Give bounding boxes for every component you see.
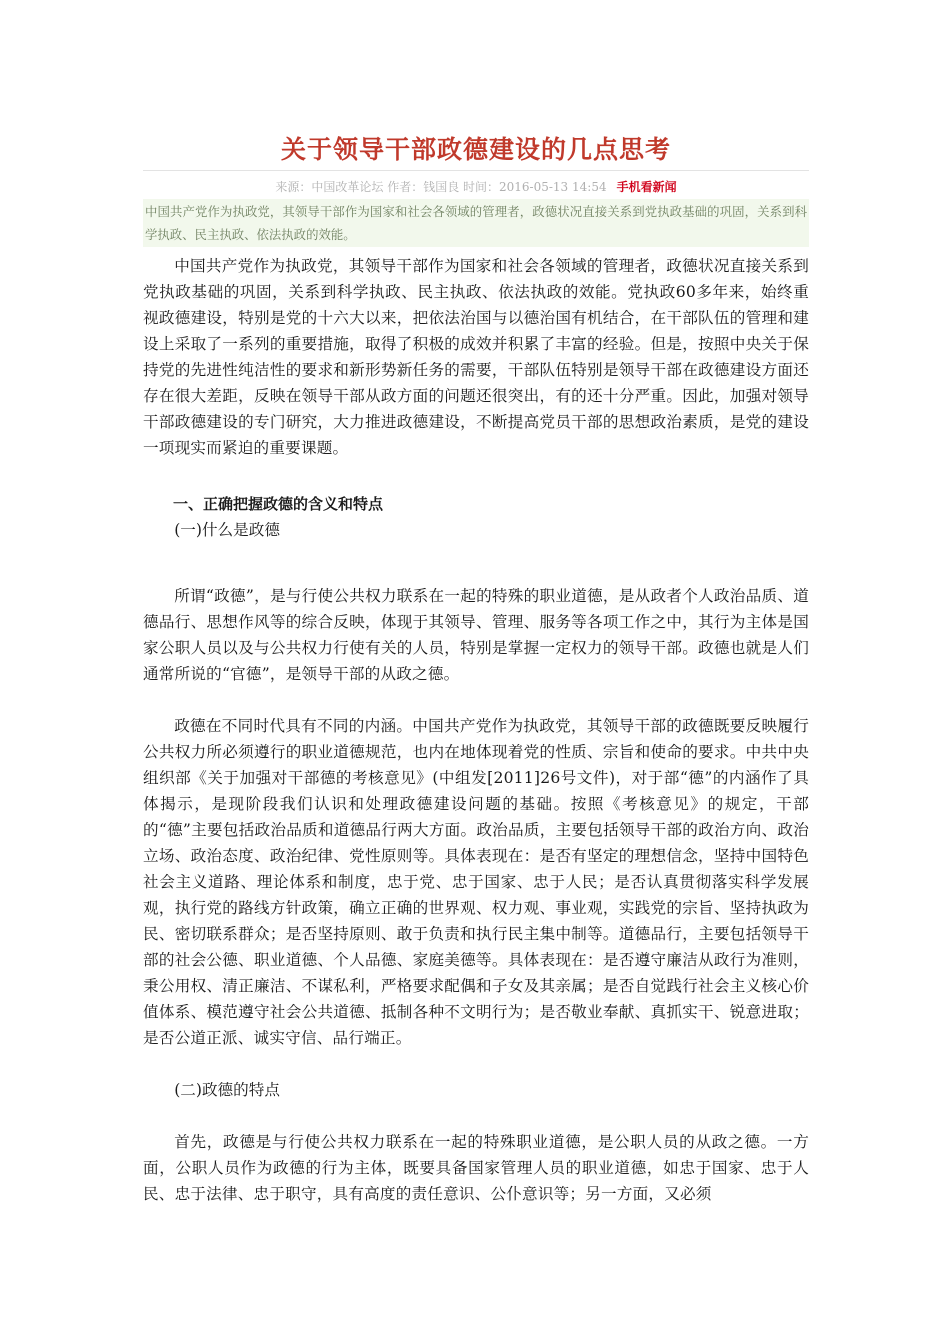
intro-paragraph: 中国共产党作为执政党，其领导干部作为国家和社会各领域的管理者，政德状况直接关系到党执政基础的巩固，关系到科学执政、民主执政、依法执政的效能。党执政60多年来，始终重视政德建设，特别是党的十六大以来，把依法治国与以德治国有机结合，在干部队伍的管理和建设上采取了一系列的重要措施，取得了积极的成效并积累了丰富的经验。但是，按照中央关于保持党的先进性纯洁性的要求和新形势新任务的需要，干部队伍特别是领导干部在政德建设方面还存在很大差距，反映在领导干部从政方面的问题还很突出，有的还十分严重。因此，加强对领导干部政德建设的专门研究，大力推进政德建设，不断提高党员干部的思想政治素质，是党的建设一项现实而紧迫的重要课题。 xyxy=(143,257,809,457)
mobile-news-link[interactable]: 手机看新闻 xyxy=(616,180,677,194)
body-paragraph: 首先，政德是与行使公共权力联系在一起的特殊职业道德，是公职人员的从政之德。一方面，公职人员作为政德的行为主体，既要具备国家管理人员的职业道德，如忠于国家、忠于人民、忠于法律、忠于职守，具有高度的责任意识、公仆意识等；另一方面，又必须 xyxy=(143,1133,809,1203)
spacer xyxy=(143,569,809,583)
article-title: 关于领导干部政德建设的几点思考 xyxy=(280,135,671,164)
subsection-heading: (二)政德的特点 xyxy=(174,1081,280,1099)
article-summary: 中国共产党作为执政党，其领导干部作为国家和社会各领域的管理者，政德状况直接关系到党执政基础的巩固，关系到科学执政、民主执政、依法执政的效能。 xyxy=(143,199,809,247)
body-paragraph: 政德在不同时代具有不同的内涵。中国共产党作为执政党，其领导干部的政德既要反映履行公共权力所必须遵行的职业道德规范，也内在地体现着党的性质、宗旨和使命的要求。中共中央组织部《关于加强对干部德的考核意见》(中组发[2011]26号文件)，对于部“德”的内涵作了具体揭示，是现阶段我们认识和处理政德建设问题的基础。按照《考核意见》的规定，干部的“德”主要包括政治品质和道德品行两大方面。政治品质，主要包括领导干部的政治方向、政治立场、政治态度、政治纪律、党性原则等。具体表现在：是否有坚定的理想信念，坚持中国特色社会主义道路、理论体系和制度，忠于党、忠于国家、忠于人民；是否认真贯彻落实科学发展观，执行党的路线方针政策，确立正确的世界观、权力观、事业观，实践党的宗旨、坚持执政为民、密切联系群众；是否坚持原则、敢于负责和执行民主集中制等。道德品行，主要包括领导干部的社会公德、职业道德、个人品德、家庭美德等。具体表现在：是否遵守廉洁从政行为准则，秉公用权、清正廉洁、不谋私利，严格要求配偶和子女及其亲属；是否自觉践行社会主义核心价值体系、模范遵守社会公共道德、抵制各种不文明行为；是否敬业奉献、真抓实干、锐意进取；是否公道正派、诚实守信、品行端正。 xyxy=(143,717,809,1047)
article xyxy=(143,130,809,1207)
article-meta xyxy=(143,177,809,197)
section-heading: 一、正确把握政德的含义和特点 xyxy=(173,495,384,513)
meta-info: 来源：中国改革论坛 作者：钱国良 时间：2016-05-13 14:54 xyxy=(275,180,607,194)
spacer xyxy=(143,1051,809,1077)
spacer xyxy=(143,461,809,491)
spacer xyxy=(143,543,809,569)
subsection-heading: (一)什么是政德 xyxy=(174,521,280,539)
body-paragraph: 所谓“政德”，是与行使公共权力联系在一起的特殊的职业道德，是从政者个人政治品质、道德品行、思想作风等的综合反映，体现于其领导、管理、服务等各项工作之中，其行为主体是国家公职人员以及与公共权力行使有关的人员，特别是掌握一定权力的领导干部。政德也就是人们通常所说的“官德”，是领导干部的从政之德。 xyxy=(143,587,809,683)
spacer xyxy=(143,687,809,713)
spacer xyxy=(143,1103,809,1129)
title-divider xyxy=(143,170,809,171)
